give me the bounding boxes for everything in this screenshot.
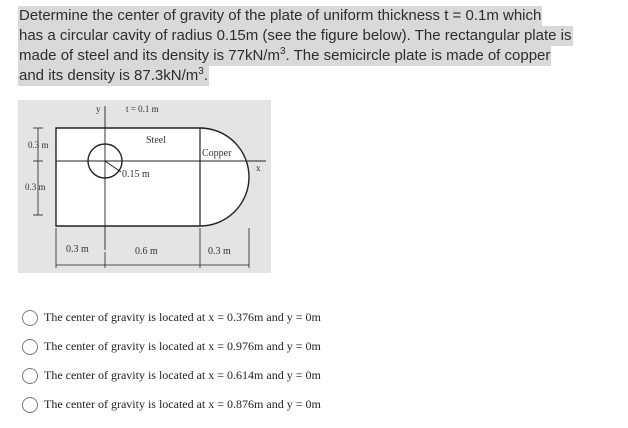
option-2[interactable]	[22, 332, 321, 361]
question-line-1: Determine the center of gravity of the plate of uniform thickness t = 0.1m which	[19, 7, 542, 24]
plate-diagram	[18, 100, 271, 273]
question-line-3	[18, 46, 551, 66]
steel-label: Steel	[146, 135, 166, 146]
option-4[interactable]	[22, 390, 321, 419]
radius-label: 0.15 m	[122, 169, 150, 180]
superscript: 3	[279, 46, 286, 57]
radio-button[interactable]	[22, 339, 38, 355]
question-text	[18, 6, 572, 86]
radio-button[interactable]	[22, 397, 38, 413]
dim-mid-label: 0.6 m	[135, 246, 158, 257]
option-1[interactable]	[22, 303, 321, 332]
option-label[interactable]: The center of gravity is located at x = 0.976m and y = 0m	[44, 339, 321, 353]
plate-figure	[18, 100, 271, 273]
radio-button[interactable]	[22, 310, 38, 326]
dim-left-label: 0.3 m	[66, 244, 89, 255]
dim-right-label: 0.3 m	[208, 246, 231, 257]
option-3[interactable]	[22, 361, 321, 390]
radio-button[interactable]	[22, 368, 38, 384]
option-label[interactable]: The center of gravity is located at x = 0.876m and y = 0m	[44, 397, 321, 411]
question-line-2: has a circular cavity of radius 0.15m (see the figure below). The rectangular plate is	[19, 27, 572, 44]
y-axis-label: y	[96, 104, 101, 114]
copper-label: Copper	[202, 148, 232, 159]
question-line-4-tail: .	[203, 67, 208, 84]
question-line-3-tail: . The semicircle plate is made of copper	[285, 47, 551, 64]
thickness-label: t = 0.1 m	[126, 104, 159, 114]
height-top-label: 0.3 m	[28, 140, 49, 150]
question-line-4	[18, 66, 209, 86]
x-axis-label: x	[256, 163, 261, 173]
option-label[interactable]: The center of gravity is located at x = 0.614m and y = 0m	[44, 368, 321, 382]
answer-options	[22, 303, 321, 419]
superscript: 3	[198, 66, 204, 77]
question-line-3-text: made of steel and its density is 77kN/m	[19, 47, 280, 64]
question-line-4-text: and its density is 87.3kN/m	[19, 67, 199, 84]
height-bottom-label: 0.3 m	[25, 182, 46, 192]
option-label[interactable]: The center of gravity is located at x = 0.376m and y = 0m	[44, 310, 321, 324]
